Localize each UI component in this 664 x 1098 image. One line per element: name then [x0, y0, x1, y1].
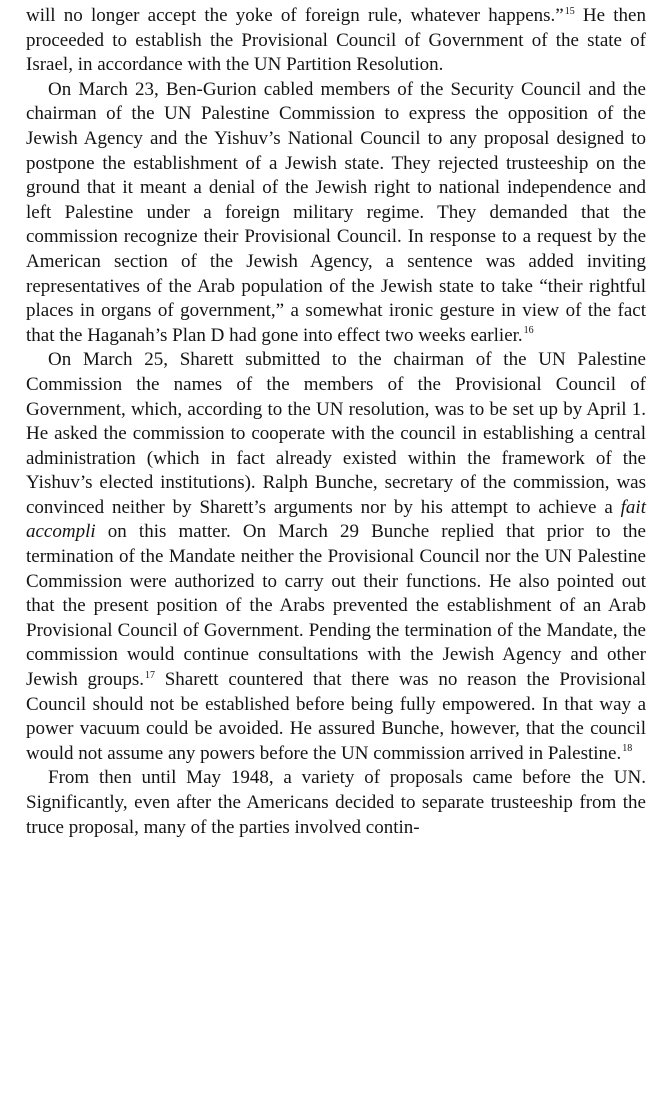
text-segment: will no longer accept the yoke of foreign rule, whatever happens.”	[26, 5, 564, 26]
text-segment: on this matter. On March 29 Bunche replied that prior to the termination of the Mandate neither the Provisional Council nor the UN Palestine Commission were authorized to carry out their functions. He also pointed out that the present position of the Arabs prevented the establishment of an Arab Provisional Council of Government. Pending the termination of the Mandate, the commission would continue consultations with the Jewish Agency and other Jewish groups.	[26, 521, 646, 691]
italic-phrase: fait accompli	[26, 496, 646, 543]
paragraph-4	[26, 766, 646, 840]
footnote-ref-15: 15	[564, 5, 575, 17]
text-segment: Sharett countered that there was no reason the Provisional Council should not be established before being fully empowered. In that way a power vacuum could be avoided. He assured Bunche, however, that the council would not assume any powers before the UN commission arrived in Palestine.	[26, 669, 646, 764]
footnote-ref-16: 16	[523, 325, 534, 337]
text-segment: On March 25, Sharett submitted to the chairman of the UN Palestine Commission the names of the members of the Provisional Council of Government, which, according to the UN resolution, was to be set up by April 1. He asked the commission to cooperate with the council in establishing a central administration (which in fact already existed within the framework of the Yishuv’s elected institutions). Ralph Bunche, secretary of the commission, was convinced neither by Sharett’s arguments nor by his attempt to achieve a	[26, 349, 646, 518]
footnote-ref-18: 18	[622, 743, 633, 755]
footnote-ref-17: 17	[144, 669, 155, 681]
text-segment: On March 23, Ben-Gurion cabled members of the Security Council and the chairman of the UN Palestine Commission to express the opposition of the Jewish Agency and the Yishuv’s National Council to any proposal designed to postpone the establishment of a Jewish state. They rejected trusteeship on the ground that it meant a denial of the Jewish right to national independence and left Palestine under a foreign military regime. They demanded that the commission recognize their Provisional Council. In response to a request by the American section of the Jewish Agency, a sentence was added inviting representatives of the Arab population of the Jewish state to take “their rightful places in organs of government,” a somewhat ironic gesture in view of the fact that the Haganah’s Plan D had gone into effect two weeks earlier.	[26, 78, 646, 346]
paragraph-1	[26, 4, 646, 78]
paragraph-3	[26, 348, 646, 766]
document-page	[26, 4, 646, 840]
text-segment: From then until May 1948, a variety of proposals came before the UN. Significantly, even after the Americans decided to separate trusteeship from the truce proposal, many of the parties involved contin-	[26, 767, 646, 838]
text-segment: He then proceeded to establish the Provisional Council of Government of the state of Israel, in accordance with the UN Partition Resolution.	[26, 5, 646, 76]
paragraph-2	[26, 78, 646, 349]
